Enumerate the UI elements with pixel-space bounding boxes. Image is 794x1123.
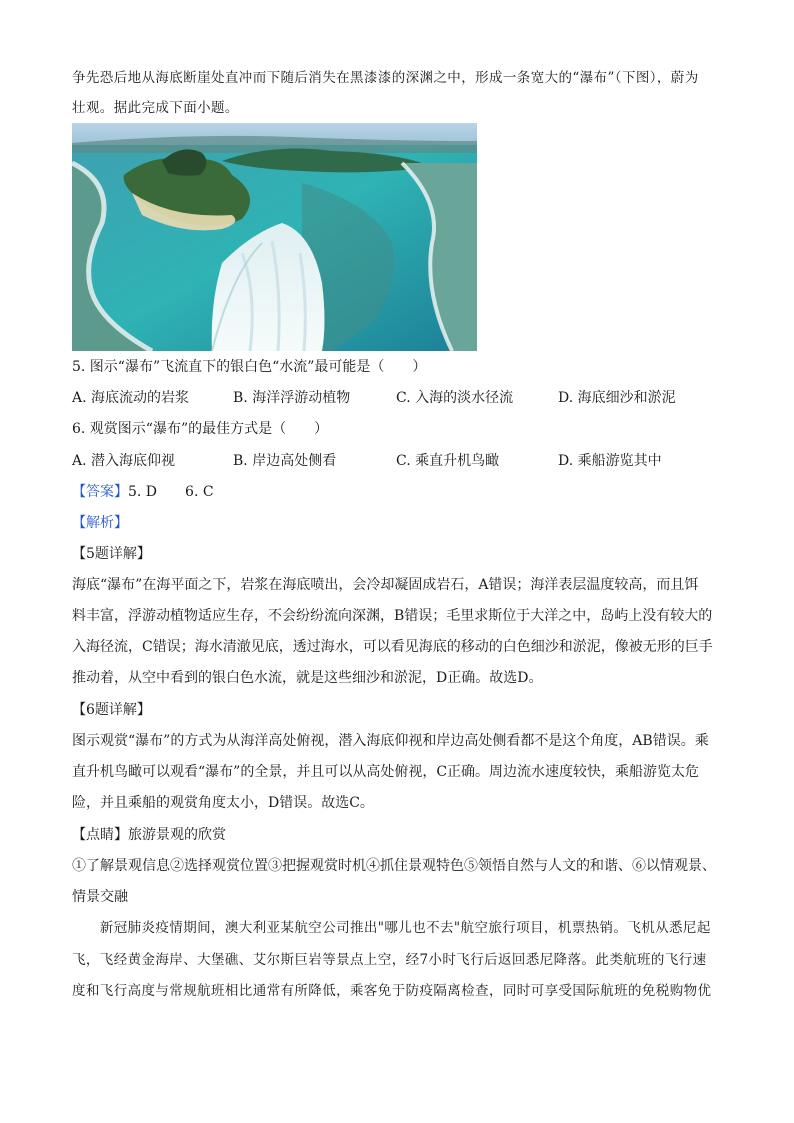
detail-5-heading: 【5题详解】	[72, 546, 151, 562]
intro-line-1: 争先恐后地从海底断崖处直冲而下随后消失在黑漆漆的深渊之中，形成一条宽大的“瀑布”（下图），蔚为	[72, 70, 699, 86]
detail-5-line: 推动着，从空中看到的银白色水流，就是这些细沙和淤泥，D正确。故选D。	[72, 670, 543, 686]
question-5-stem: 5. 图示“瀑布”飞流直下的银白色“水流”最可能是（ ）	[72, 359, 427, 375]
next-passage-line: 新冠肺炎疫情期间，澳大利亚某航空公司推出"哪儿也不去"航空旅行项目，机票热销。飞机从悉尼起	[72, 920, 711, 936]
detail-5-line: 海底“瀑布”在海平面之下，岩浆在海底喷出，会冷却凝固成岩石，A错误；海洋表层温度较高，而且饵	[72, 577, 699, 593]
detail-6-line: 险，并且乘船的观赏角度太小，D错误。故选C。	[72, 795, 374, 811]
next-passage-line: 飞，飞经黄金海岸、大堡礁、艾尔斯巨岩等景点上空，经7小时飞行后返回悉尼降落。此类航班的飞行速	[72, 952, 707, 968]
question-6-stem: 6. 观赏图示“瀑布”的最佳方式是（ ）	[72, 421, 329, 437]
answer-label: 【答案】	[72, 484, 128, 500]
question-6-option-a: A. 潜入海底仰视	[72, 453, 176, 469]
tip-line: 情景交融	[72, 889, 128, 905]
question-5-option-d: D. 海底细沙和淤泥	[558, 390, 676, 406]
tip-row	[72, 825, 226, 845]
intro-line-2: 壮观。据此完成下面小题。	[72, 100, 239, 116]
tip-title: 旅游景观的欣赏	[128, 827, 226, 843]
detail-5-line: 入海径流，C错误；海水清澈见底，透过海水，可以看见海底的移动的白色细沙和淤泥，像被无形的巨手	[72, 639, 713, 655]
answer-row	[72, 482, 214, 502]
question-6-option-d: D. 乘船游览其中	[558, 453, 662, 469]
detail-6-line: 图示观赏“瀑布”的方式为从海洋高处俯视，潜入海底仰视和岸边高处侧看都不是这个角度，AB错误。乘	[72, 733, 709, 749]
underwater-waterfall-photo	[72, 123, 477, 351]
next-passage-line: 度和飞行高度与常规航班相比通常有所降低，乘客免于防疫隔离检查，同时可享受国际航班的免税购物优	[72, 983, 712, 999]
tip-label: 【点睛】	[72, 827, 128, 843]
question-6-option-b: B. 岸边高处侧看	[233, 453, 337, 469]
question-5-option-a: A. 海底流动的岩浆	[72, 390, 190, 406]
tip-line: ①了解景观信息②选择观赏位置③把握观赏时机④抓住景观特色⑤领悟自然与人文的和谐、⑥以情观景、	[72, 858, 716, 874]
question-5-option-c: C. 入海的淡水径流	[396, 390, 514, 406]
question-5-option-b: B. 海洋浮游动植物	[233, 390, 351, 406]
answer-value: 5. D 6. C	[128, 484, 214, 500]
detail-6-line: 直升机鸟瞰可以观看“瀑布”的全景，并且可以从高处俯视，C正确。周边流水速度较快，乘船游览太危	[72, 764, 700, 780]
detail-5-line: 料丰富，浮游动植物适应生存，不会纷纷流向深渊，B错误；毛里求斯位于大洋之中，岛屿上没有较大的	[72, 608, 713, 624]
question-6-option-c: C. 乘直升机鸟瞰	[396, 453, 500, 469]
analysis-label: 【解析】	[72, 515, 128, 531]
detail-6-heading: 【6题详解】	[72, 702, 151, 718]
